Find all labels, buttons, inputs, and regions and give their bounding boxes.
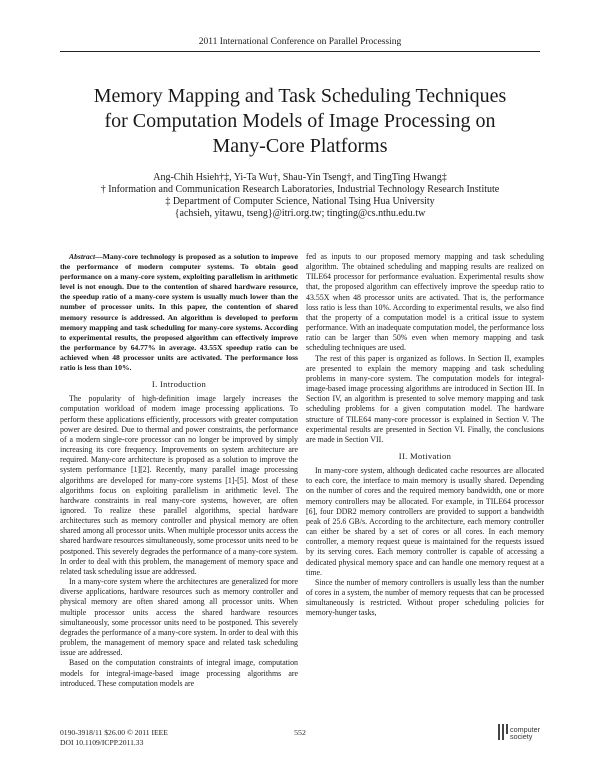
abstract-text: —Many-core technology is proposed as a solution to improve the performance of modern computer systems. To obtain good performance on a many-core system, exploiting parallelism in arithmetic level is not enough. Due to the contention of shared hardware resource, the speedup ratio of a many-core system is usually much lower than the number of processor units. In this paper, the contention of shared memory resource is addressed. An algorithm is developed to perform memory mapping and task scheduling for many-core systems. According to experimental results, the proposed algorithm can effectively improve the performance by 64.77% in average. 43.55X speedup ratio can be achieved when 48 processor units are activated. The performance loss ratio is less than 10%. <box>60 252 298 373</box>
intro-paragraph-organization: The rest of this paper is organized as follows. In Section II, examples are presented to explain the memory mapping and task scheduling problems in many-core system. The computation models for integral-image-based image processing algorithms are introduced in Section III. In Section IV, an algorithm is presented to solve memory mapping and task scheduling problems for a given computation model. The hardware structure of TILE64 many-core processor is explained in Section V. The experimental results are presented in Section VI. Finally, the conclusions are made in Section VII. <box>306 353 544 444</box>
left-column <box>60 252 298 689</box>
page-number: 552 <box>294 728 306 737</box>
intro-paragraph-1: The popularity of high-definition image largely increases the computation workload of modern image processing applications. To perform these applications efficiently, processors with greater computation power are desired. Due to thermal and power constraints, the performance of a modern single-core processor can no longer be improved by simply increasing its core frequency. Improvements on system architecture are required. Many-core architecture is proposed as a solution to improve the system performance [1][2]. Recently, many parallel image processing algorithms are developed for many-core systems [1]-[5]. Most of these algorithms focus on exploiting parallelism in arithmetic level. The hardware constraints in real many-core systems, however, are often ignored. To realize these parallel algorithms, special hardware architectures such as memory controller and physical memory are often shared among all processor units. When multiple processor units access the shared hardware resources simultaneously, some processor units need to be postponed. This severely degrades the performance of a many-core system. In order to deal with this problem, the management of memory space and related task scheduling issue are addressed. <box>60 394 298 576</box>
abstract-label: Abstract <box>69 252 96 261</box>
footer-issn: 0190-3918/11 $26.00 © 2011 IEEE <box>60 728 168 737</box>
affiliation-2: ‡ Department of Computer Science, National Tsing Hua University <box>165 196 435 207</box>
section-heading-motivation: II. Motivation <box>398 450 452 461</box>
right-column <box>306 252 544 618</box>
paper-title <box>40 84 560 159</box>
intro-paragraph-2: In a many-core system where the architectures are generalized for more diverse applications, hardware resources such as memory controller and physical memory are often shared among all processor units. When multiple processor units access the shared hardware resources simultaneously, some processor units need to be postponed. This severely degrades the performance of a many-core system. In order to deal with this problem, the management of memory space and related task scheduling issue are addressed. <box>60 577 298 658</box>
motivation-paragraph-1: In many-core system, although dedicated cache resources are allocated to each core, the interface to main memory is usually shared. Depending on the number of cores and the required memory bandwidth, one or more memory controllers may be allocated. For example, in TILE64 processor [6], four DDR2 memory controllers are provided to support a bandwidth peak of 25.6 GB/s. According to the architecture, each memory controller can either be shared by a set of cores or all cores. In each memory controller, a memory request queue is maintained for the requests issued by its serving cores. Each memory controller is capable of accessing a dedicated physical memory space and can handle one memory request at a time. <box>306 466 544 577</box>
author-block <box>20 172 580 220</box>
author-emails: {achsieh, yitawu, tseng}@itri.org.tw; tingting@cs.nthu.edu.tw <box>174 208 426 219</box>
title-line-3: Many-Core Platforms <box>212 135 388 157</box>
conference-header: 2011 International Conference on Parallel Processing <box>198 37 402 47</box>
logo-wordmark <box>510 726 540 741</box>
ieee-computer-society-logo-icon <box>497 722 511 742</box>
footer-doi: DOI 10.1109/ICPP.2011.33 <box>60 737 144 747</box>
affiliation-1: † Information and Communication Research Laboratories, Industrial Technology Research Institute <box>100 184 500 195</box>
header-rule <box>60 51 540 52</box>
logo-line-society: society <box>510 732 533 742</box>
title-line-2: for Computation Models of Image Processing on <box>104 110 496 132</box>
intro-paragraph-3: Based on the computation constraints of integral image, computation models for integral-image-based image processing algorithms are introduced. These computation models are <box>60 658 298 688</box>
intro-paragraph-continued: fed as inputs to our proposed memory mapping and task scheduling algorithm. The obtained scheduling and mapping results are realized on TILE64 processor for performance evaluation. Experimental results show that, the proposed algorithm can effectively improve the speedup ratio to 43.55X when 48 processor units are activated. That is, the performance loss ratio is less than 10%. According to experimental results, we also find that the property of a computation model is a critical issue to system performance. With an inadequate computation model, the performance loss ratio can be larger than 50% even when memory mapping and task scheduling techniques are used. <box>306 252 544 353</box>
author-names: Ang-Chih Hsieh†‡, Yi-Ta Wu†, Shau-Yin Tseng†, and TingTing Hwang‡ <box>153 172 447 183</box>
title-line-1: Memory Mapping and Task Scheduling Techniques <box>93 85 507 107</box>
computer-society-logo <box>497 722 545 744</box>
abstract <box>60 252 298 373</box>
section-heading-introduction: I. Introduction <box>151 379 207 390</box>
logo-line-computer: computer <box>510 725 540 734</box>
motivation-paragraph-2: Since the number of memory controllers is usually less than the number of cores in a system, the number of memory requests that can be processed simultaneously is restricted. Without proper scheduling policies for memory-hunger tasks, <box>306 577 544 618</box>
